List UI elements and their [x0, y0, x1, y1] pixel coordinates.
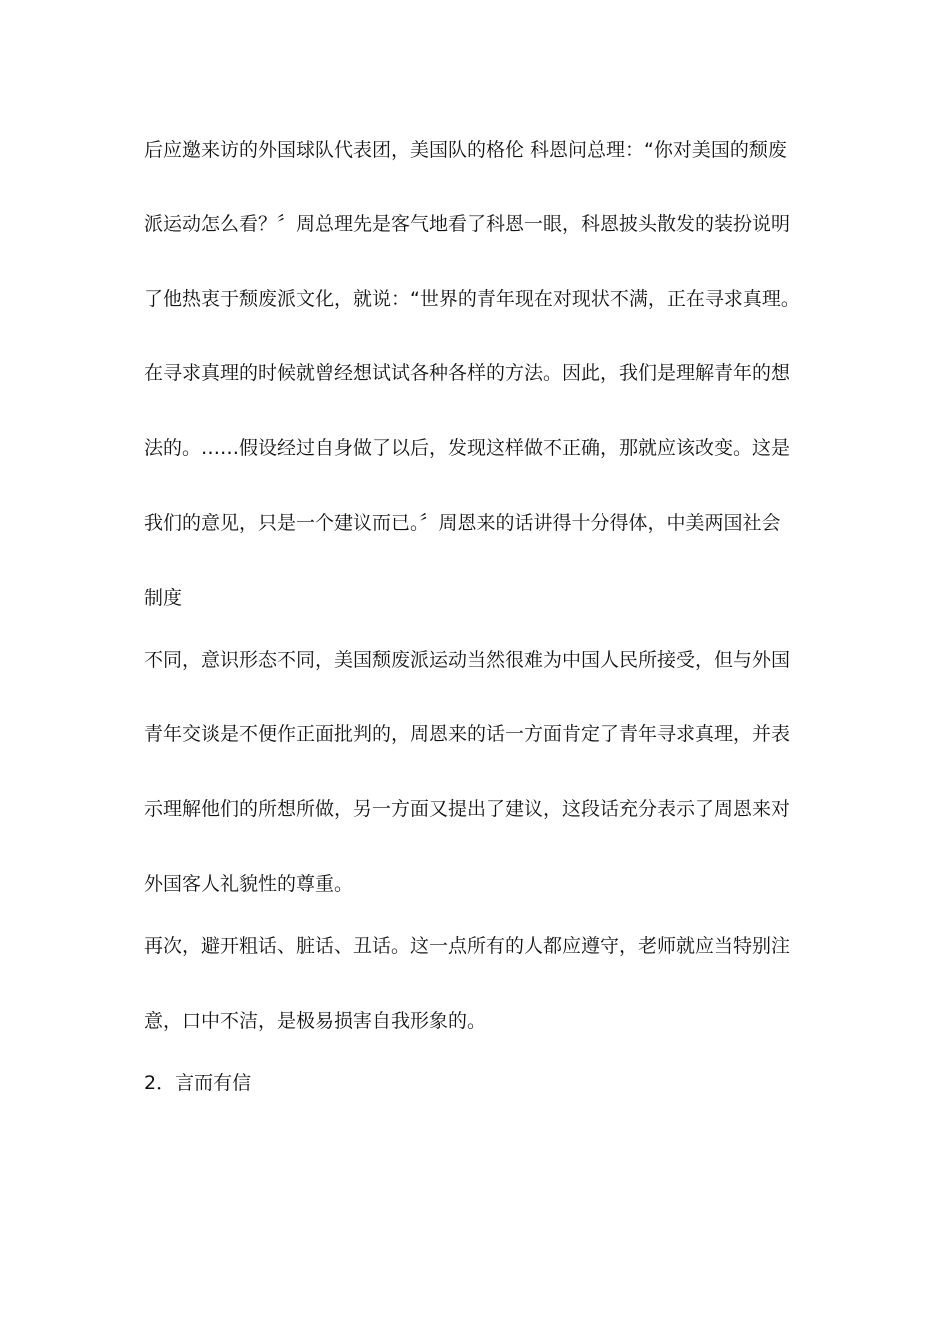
section-heading: 2．言而有信 — [144, 1072, 252, 1094]
paragraph-line-4: 在寻求真理的时候就曾经想试试各种各样的方法。因此，我们是理解青年的想 — [144, 362, 791, 384]
paragraph-line-10: 示理解他们的所想所做，另一方面又提出了建议，这段话充分表示了周恩来对 — [144, 798, 791, 820]
paragraph-line-11: 外国客人礼貌性的尊重。 — [144, 873, 354, 895]
paragraph-line-3: 了他热衷于颓废派文化，就说：“世界的青年现在对现状不满，正在寻求真理。 — [144, 288, 800, 310]
paragraph-line-7: 制度 — [144, 587, 183, 609]
paragraph-line-9: 青年交谈是不便作正面批判的，周恩来的话一方面肯定了青年寻求真理，并表 — [144, 723, 791, 745]
paragraph-line-2: 派运动怎么看？〞周总理先是客气地看了科恩一眼，科恩披头散发的装扮说明 — [144, 213, 791, 235]
paragraph-line-8: 不同，意识形态不同，美国颓废派运动当然很难为中国人民所接受，但与外国 — [144, 649, 791, 671]
paragraph-line-12: 再次，避开粗话、脏话、丑话。这一点所有的人都应遵守，老师就应当特别注 — [144, 935, 791, 957]
paragraph-line-13: 意，口中不洁，是极易损害自我形象的。 — [144, 1010, 487, 1032]
paragraph-line-5: 法的。……假设经过自身做了以后，发现这样做不正确，那就应该改变。这是 — [144, 437, 791, 459]
paragraph-line-1: 后应邀来访的外国球队代表团，美国队的格伦 科恩问总理：“你对美国的颓废 — [144, 139, 787, 161]
paragraph-line-6: 我们的意见，只是一个建议而已。〞周恩来的话讲得十分得体，中美两国社会 — [144, 512, 781, 534]
